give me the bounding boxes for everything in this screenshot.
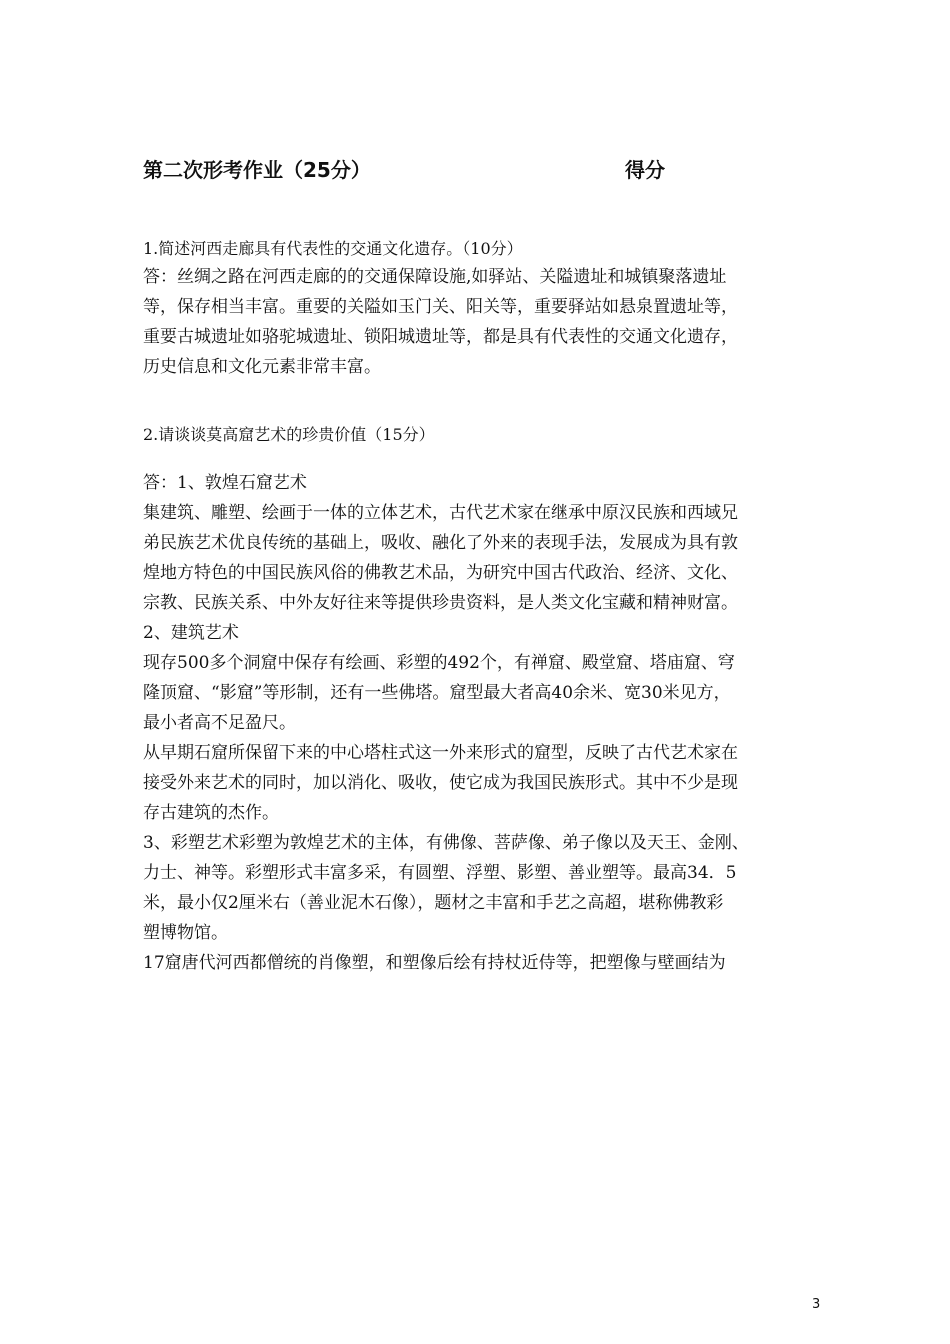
- answer-line: 存古建筑的杰作。: [143, 803, 279, 823]
- answer-line: 米，最小仅2厘米右（善业泥木石像），题材之丰富和手艺之高超，堪称佛教彩: [143, 893, 724, 913]
- answer-line: 宗教、民族关系、中外友好往来等提供珍贵资料，是人类文化宝藏和精神财富。: [143, 593, 738, 613]
- answer-line: 力士、神等。彩塑形式丰富多采，有圆塑、浮塑、影塑、善业塑等。最高34．5: [143, 863, 737, 883]
- answer-line: 最小者高不足盈尺。: [143, 713, 296, 733]
- answer-line: 接受外来艺术的同时，加以消化、吸收，使它成为我国民族形式。其中不少是现: [143, 773, 738, 793]
- answer-line: 等，保存相当丰富。重要的关隘如玉门关、阳关等，重要驿站如悬泉置遗址等，: [143, 297, 738, 317]
- answer-line: 重要古城遗址如骆驼城遗址、锁阳城遗址等，都是具有代表性的交通文化遗存，: [143, 327, 738, 347]
- answer-2: [143, 468, 823, 978]
- assignment-header: [143, 154, 703, 184]
- answer-line: 从早期石窟所保留下来的中心塔柱式这一外来形式的窟型，反映了古代艺术家在: [143, 743, 738, 763]
- spacer: [143, 448, 823, 468]
- answer-line: 弟民族艺术优良传统的基础上，吸收、融化了外来的表现手法，发展成为具有敦: [143, 533, 738, 553]
- spacer: [143, 382, 823, 422]
- answer-1: [143, 262, 823, 382]
- answer-line: 塑博物馆。: [143, 923, 228, 943]
- page-number: 3: [812, 1297, 821, 1312]
- answer-line: 现存500多个洞窟中保存有绘画、彩塑的492个，有禅窟、殿堂窟、塔庙窟、穹: [143, 653, 735, 673]
- answer-line: 2、建筑艺术: [143, 623, 239, 643]
- answer-line: 煌地方特色的中国民族风俗的佛教艺术品，为研究中国古代政治、经济、文化、: [143, 563, 738, 583]
- question-2: 2.请谈谈莫高窟艺术的珍贵价值（15分）: [143, 425, 435, 444]
- answer-line: 答：1、敦煌石窟艺术: [143, 473, 307, 493]
- answer-line: 历史信息和文化元素非常丰富。: [143, 357, 381, 377]
- answer-line: 3、彩塑艺术彩塑为敦煌艺术的主体，有佛像、菩萨像、弟子像以及天王、金刚、: [143, 833, 749, 853]
- question-1: 1.简述河西走廊具有代表性的交通文化遗存。（10分）: [143, 239, 523, 258]
- answer-line: 答：丝绸之路在河西走廊的的交通保障设施,如驿站、关隘遗址和城镇聚落遗址: [143, 267, 727, 287]
- score-label: 得分: [625, 158, 665, 182]
- answer-line: 集建筑、雕塑、绘画于一体的立体艺术，古代艺术家在继承中原汉民族和西域兄: [143, 503, 738, 523]
- answer-line: 隆顶窟、“影窟”等形制，还有一些佛塔。窟型最大者高40余米、宽30米见方，: [143, 683, 731, 703]
- assignment-title: 第二次形考作业（25分）: [143, 158, 371, 182]
- document-body: [143, 236, 823, 978]
- answer-line: 17窟唐代河西都僧统的肖像塑，和塑像后绘有持杖近侍等，把塑像与壁画结为: [143, 953, 726, 973]
